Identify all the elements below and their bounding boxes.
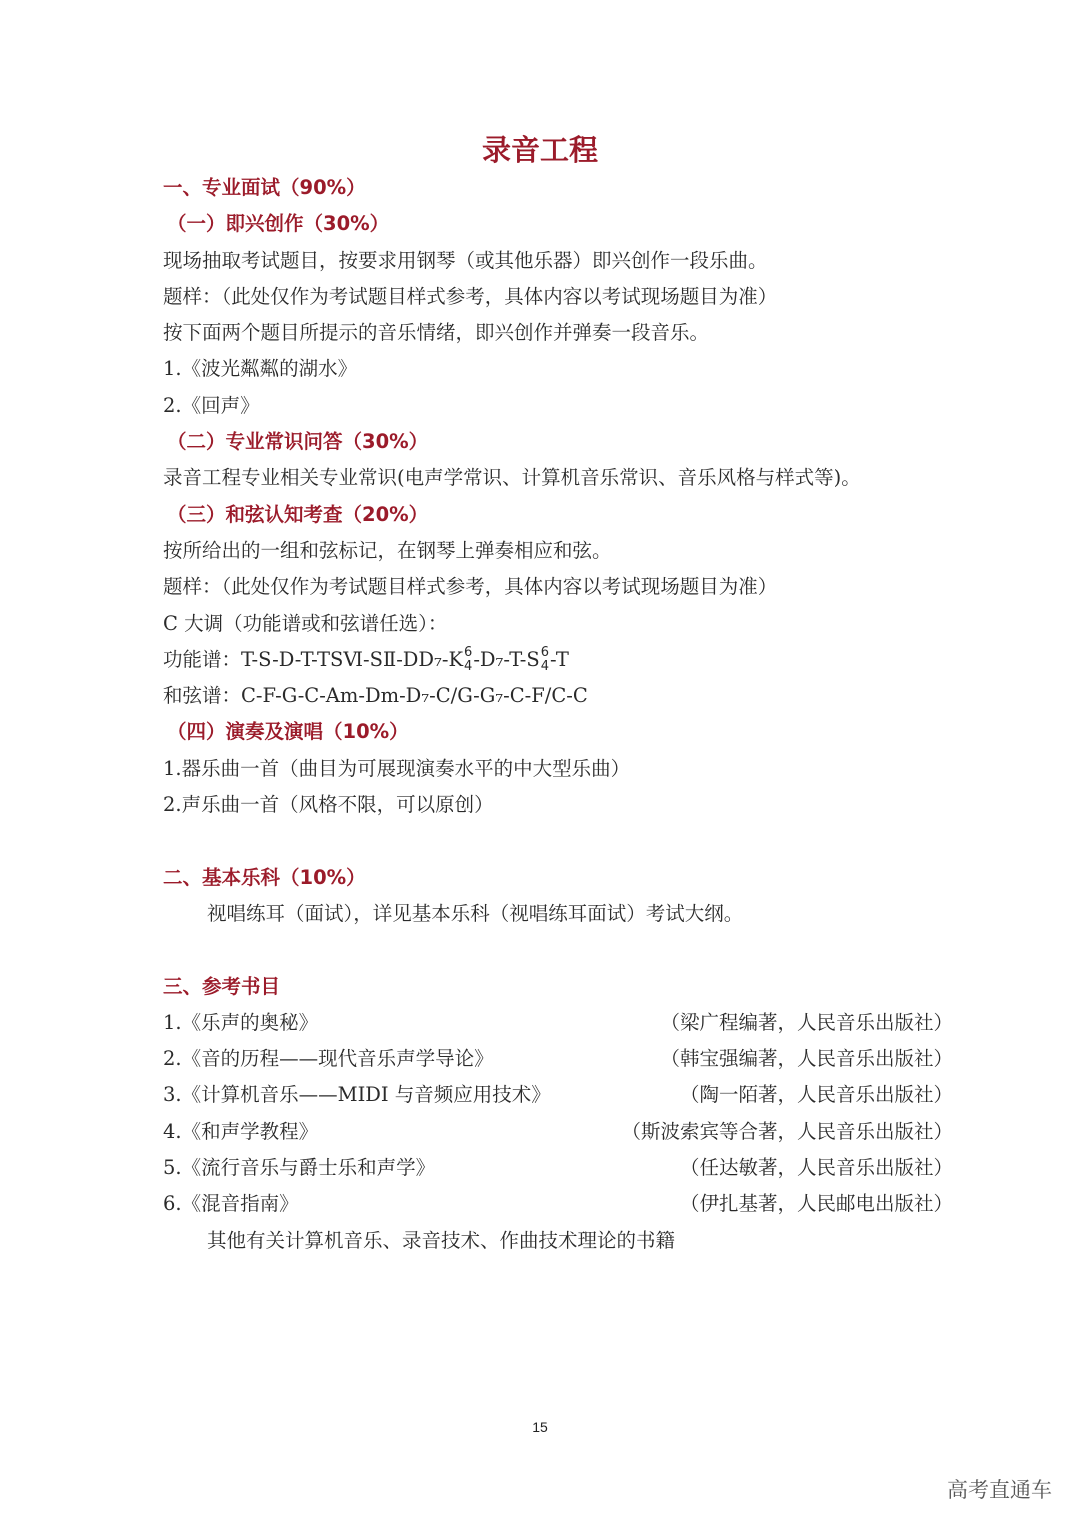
heading-line	[163, 969, 953, 1005]
body-line	[163, 678, 953, 714]
text-segment: 6	[464, 645, 473, 660]
document-title: 录音工程	[481, 133, 598, 167]
line-text: （二）专业常识问答（30%）	[167, 430, 429, 454]
line-text: 题样：（此处仅作为考试题目样式参考，具体内容以考试现场题目为准）	[163, 575, 778, 599]
subheading-line	[163, 206, 953, 242]
chord-inversion-figure	[464, 646, 472, 674]
body-line	[163, 315, 953, 351]
body-line	[163, 351, 953, 387]
body-line	[163, 606, 953, 642]
line-text: 三、参考书目	[163, 974, 281, 998]
subheading-line	[163, 497, 953, 533]
line-text: （一）即兴创作（30%）	[167, 212, 390, 236]
line-text: 2.《回声》	[163, 393, 260, 417]
line-text: 题样：（此处仅作为考试题目样式参考，具体内容以考试现场题目为准）	[163, 284, 778, 308]
body-line	[163, 388, 953, 424]
body-line	[163, 460, 953, 496]
book-author-publisher: （伊扎基著，人民邮电出版社）	[679, 1192, 953, 1216]
line-text: 1.《波光粼粼的湖水》	[163, 357, 358, 381]
line-text: （四）演奏及演唱（10%）	[167, 720, 409, 744]
heading-line	[163, 860, 953, 896]
book-author-publisher: （陶一陌著，人民音乐出版社）	[679, 1083, 953, 1107]
line-text: C 大调（功能谱或和弦谱任选）：	[163, 611, 448, 635]
book-title: 1.《乐声的奥秘》	[163, 1010, 319, 1034]
func-line	[163, 642, 953, 678]
chord-inversion-figure	[541, 646, 549, 674]
text-segment: 4	[540, 659, 549, 674]
book-title: 4.《和声学教程》	[163, 1119, 319, 1143]
book-author-publisher: （斯波索宾等合著，人民音乐出版社）	[621, 1119, 953, 1143]
ref-line	[163, 1186, 953, 1222]
line-text: 一、专业面试（90%）	[163, 176, 366, 199]
book-author-publisher: （韩宝强编著，人民音乐出版社）	[660, 1047, 953, 1071]
ref-line	[163, 1041, 953, 1077]
ref-line	[163, 1150, 953, 1186]
text-segment: 6	[540, 645, 549, 660]
indent-line	[163, 1223, 953, 1259]
body-line	[163, 787, 953, 823]
book-author-publisher: （梁广程编著，人民音乐出版社）	[660, 1010, 953, 1034]
line-text: （三）和弦认知考查（20%）	[167, 502, 429, 526]
body-line	[163, 279, 953, 315]
line-text: 按下面两个题目所提示的音乐情绪，即兴创作并弹奏一段音乐。	[163, 321, 710, 345]
line-text: 视唱练耳（面试），详见基本乐科（视唱练耳面试）考试大纲。	[207, 901, 744, 925]
text-segment: 功能谱：T-S-D-T-TSⅥ-SⅡ-DD₇-K	[163, 647, 464, 671]
watermark: 高考直通车	[947, 1478, 1052, 1502]
subheading-line	[163, 714, 953, 750]
book-title: 2.《音的历程——现代音乐声学导论》	[163, 1047, 494, 1071]
ref-line	[163, 1114, 953, 1150]
spacer	[163, 823, 953, 859]
body-line	[163, 533, 953, 569]
indent-line	[163, 896, 953, 932]
line-text: 2.声乐曲一首（风格不限，可以原创）	[163, 793, 494, 817]
text-segment: -T	[549, 647, 569, 671]
line-text: 其他有关计算机音乐、录音技术、作曲技术理论的书籍	[207, 1228, 676, 1252]
line-text: 录音工程专业相关专业常识(电声学常识、计算机音乐常识、音乐风格与样式等)。	[163, 466, 861, 490]
book-author-publisher: （任达敏著，人民音乐出版社）	[679, 1156, 953, 1180]
body-line	[163, 569, 953, 605]
body-line	[163, 751, 953, 787]
ref-line	[163, 1077, 953, 1113]
spacer	[163, 932, 953, 968]
page-number: 15	[532, 1419, 548, 1435]
heading-line	[163, 170, 953, 206]
line-text: 1.器乐曲一首（曲目为可展现演奏水平的中大型乐曲）	[163, 756, 631, 780]
line-text: 二、基本乐科（10%）	[163, 865, 366, 889]
book-title: 5.《流行音乐与爵士乐和声学》	[163, 1156, 436, 1180]
book-title: 6.《混音指南》	[163, 1192, 299, 1216]
book-title: 3.《计算机音乐——MIDI 与音频应用技术》	[163, 1083, 551, 1107]
line-text: 和弦谱：C-F-G-C-Am-Dm-D₇-C/G-G₇-C-F/C-C	[163, 684, 588, 708]
line-text: 现场抽取考试题目，按要求用钢琴（或其他乐器）即兴创作一段乐曲。	[163, 248, 768, 272]
text-segment: 4	[464, 659, 473, 674]
subheading-line	[163, 424, 953, 460]
text-segment: -D₇-T-S	[473, 647, 540, 671]
line-text: 按所给出的一组和弦标记，在钢琴上弹奏相应和弦。	[163, 538, 612, 562]
document-body	[163, 170, 953, 1259]
body-line	[163, 243, 953, 279]
ref-line	[163, 1005, 953, 1041]
